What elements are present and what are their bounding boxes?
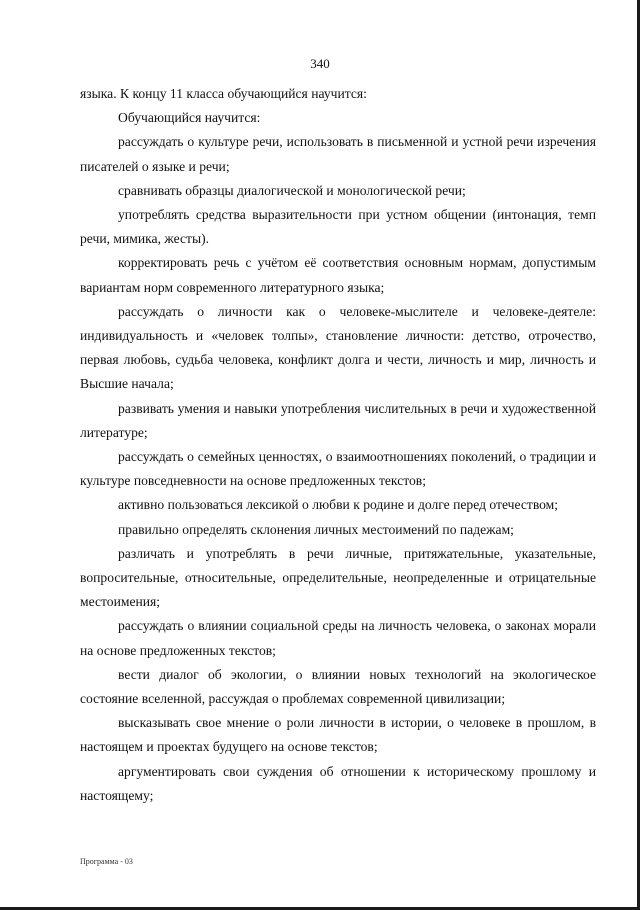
paragraph: вести диалог об экологии, о влиянии новых технологий на экологическое состояние вселенной, рассуждая о проблемах современной цивилизации;	[80, 666, 596, 707]
footer-label: Программа - 03	[80, 857, 133, 866]
page-number: 340	[310, 56, 330, 71]
paragraph: рассуждать о культуре речи, использовать в письменной и устной речи изречения писателей о языке и речи;	[80, 134, 596, 174]
paragraph-intro: языка. К концу 11 класса обучающийся научится:	[80, 86, 367, 101]
paragraph: сравнивать образцы диалогической и монологической речи;	[118, 182, 466, 198]
paragraph: развивать умения и навыки употребления числительных в речи и художественной литературе;	[80, 400, 596, 440]
body-text	[80, 82, 596, 808]
paragraph: аргументировать свои суждения об отношении к историческому прошлому и настоящему;	[80, 763, 596, 803]
paragraph: рассуждать о влиянии социальной среды на личность человека, о законах морали на основе предложенных текстов;	[80, 618, 596, 658]
paragraph: рассуждать о семейных ценностях, о взаимоотношениях поколений, о традиции и культуре повседневности на основе предложенных текстов;	[80, 449, 596, 489]
paragraph: различать и употреблять в речи личные, притяжательные, указательные, вопросительные, относительные, определительные, неопределенные и отрицательные местоимения;	[80, 545, 596, 610]
paragraph: правильно определять склонения личных местоимений по падежам;	[118, 521, 514, 537]
paragraph: употреблять средства выразительности при устном общении (интонация, темп речи, мимика, жесты).	[80, 207, 596, 247]
paragraph: Обучающийся научится:	[118, 110, 261, 126]
paragraph: высказывать свое мнение о роли личности в истории, о человеке в прошлом, в настоящем и проектах будущего на основе текстов;	[80, 715, 596, 755]
paragraph: рассуждать о личности как о человеке-мыслителе и человеке-деятеле: индивидуальность и «человек толпы», становление личности: детство, отрочество, первая любовь, судьба человека, конфликт долга и чести, личность и мир, личность и Высшие начала;	[80, 303, 596, 392]
paragraph: корректировать речь с учётом её соответствия основным нормам, допустимым вариантам норм современного литературного языка;	[80, 255, 596, 295]
paragraph: активно пользоваться лексикой о любви к родине и долге перед отечеством;	[118, 497, 559, 513]
